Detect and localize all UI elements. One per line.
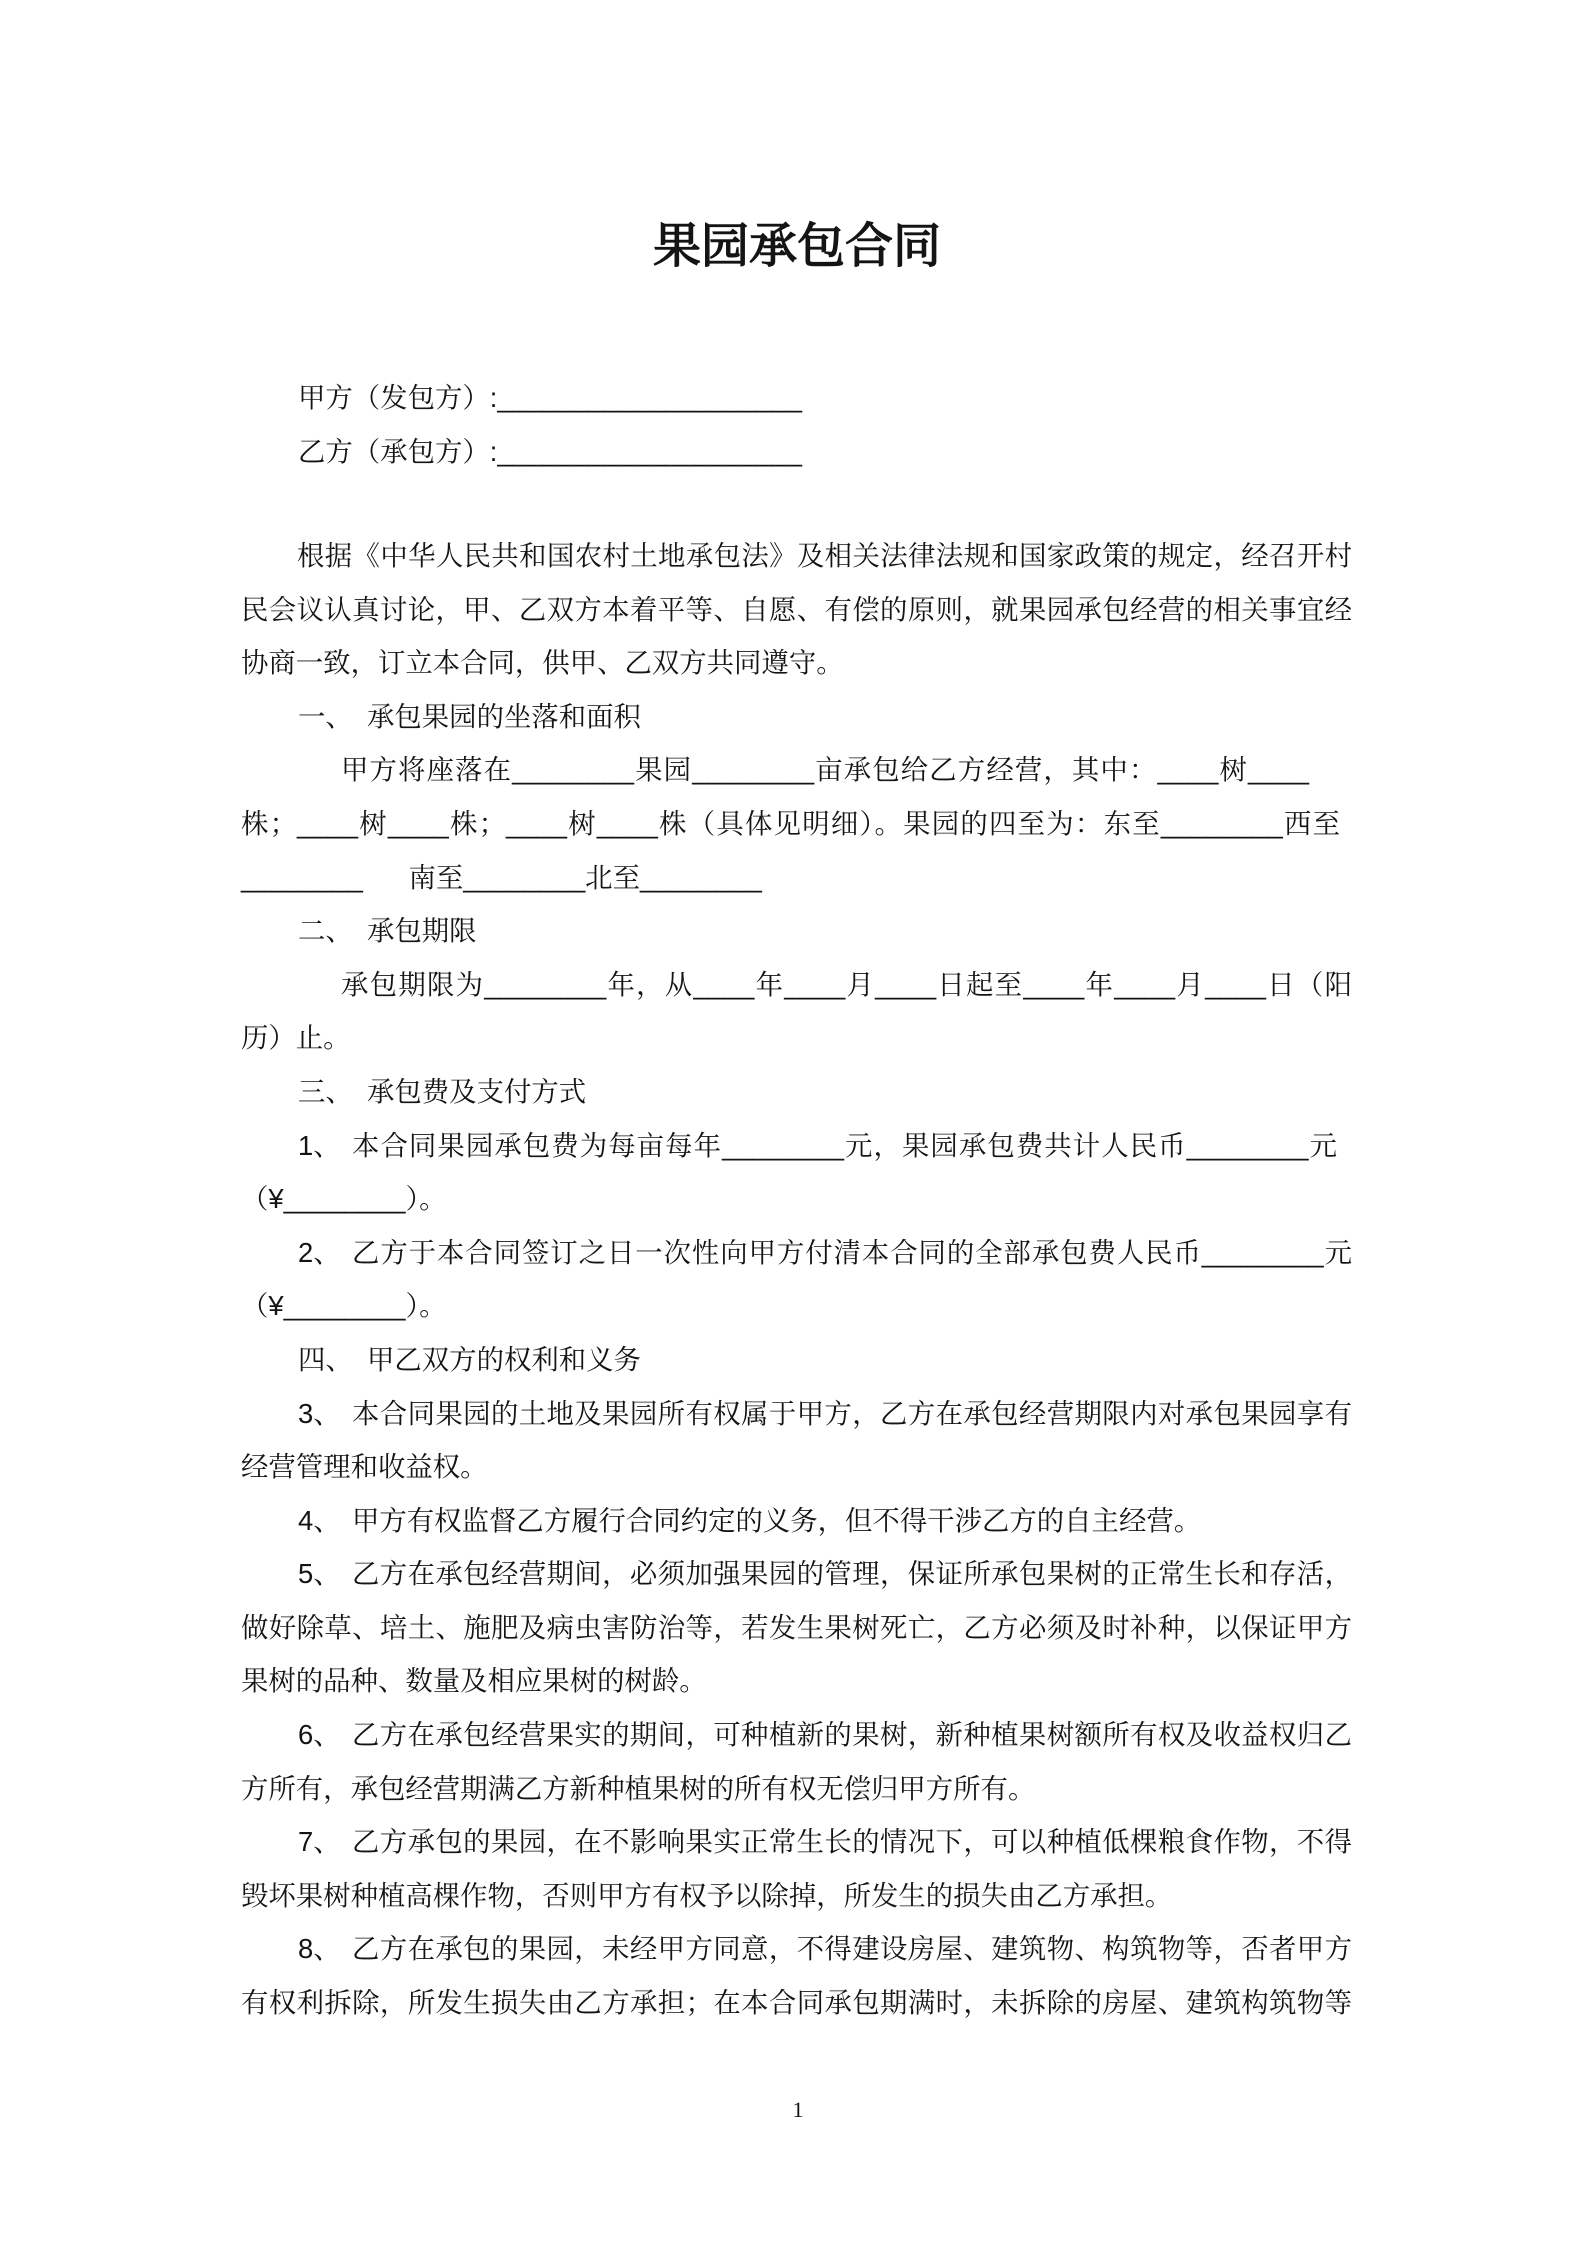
section-heading [241,904,1352,958]
clause-line [241,1547,1352,1601]
clause-number: 8、 [298,1933,341,1965]
section-line: 甲方将座落在________果园________亩承包给乙方经营，其中：____树____ [341,754,1309,786]
parties-block [298,371,802,478]
intro-line: 协商一致，订立本合同，供甲、乙双方共同遵守。 [241,647,844,679]
section-heading [241,690,1352,744]
intro-line: 民会议认真讨论，甲、乙双方本着平等、自愿、有偿的原则，就果园承包经营的相关事宜经 [241,593,1352,625]
clause-number: 6、 [298,1719,341,1751]
section-number: 一、 [298,700,353,732]
section-line: ________ 南至________北至________ [241,861,762,893]
section-heading [241,1065,1352,1119]
clause-line [241,1922,1352,1976]
clause-number: 7、 [298,1826,341,1858]
clause-text: 乙方在承包经营期间，必须加强果园的管理，保证所承包果树的正常生长和存活， [352,1558,1352,1590]
clause-line: 有权利拆除，所发生损失由乙方承担；在本合同承包期满时，未拆除的房屋、建筑构筑物等 [241,1987,1352,2019]
clause-line [241,1119,1352,1173]
clause-text: 乙方承包的果园，在不影响果实正常生长的情况下，可以种植低棵粮食作物，不得 [352,1826,1352,1858]
clause-line [241,1708,1352,1762]
section-line: 株；____树____株；____树____株（具体见明细）。果园的四至为：东至________西至 [241,807,1340,839]
contract-body [241,529,1352,2030]
section-heading-text: 承包果园的坐落和面积 [367,700,641,732]
section-number: 四、 [298,1343,353,1375]
clause-line: 果树的品种、数量及相应果树的树龄。 [241,1665,707,1697]
page-number: 1 [792,2097,804,2122]
clause-line: （¥________）。 [241,1183,447,1215]
section-number: 二、 [298,915,353,947]
section-number: 三、 [298,1075,353,1107]
clause-number: 5、 [298,1558,341,1590]
clause-number: 2、 [298,1236,341,1268]
clause-text: 乙方于本合同签订之日一次性向甲方付清本合同的全部承包费人民币________元 [352,1236,1352,1268]
clause-text: 本合同果园承包费为每亩每年________元，果园承包费共计人民币________元 [352,1129,1337,1161]
clause-text: 乙方在承包经营果实的期间，可种植新的果树，新种植果树额所有权及收益权归乙 [352,1719,1352,1751]
clause-line [241,1815,1352,1869]
clause-number: 1、 [298,1129,341,1161]
section-heading-text: 甲乙双方的权利和义务 [367,1343,641,1375]
clause-line [241,1226,1352,1280]
clause-text: 本合同果园的土地及果园所有权属于甲方，乙方在承包经营期限内对承包果园享有 [352,1397,1352,1429]
party-b-blank: ____________________ [497,435,803,467]
party-a-label: 甲方（发包方）: [298,382,498,413]
clause-line [241,1494,1352,1548]
section-line: 历）止。 [241,1022,351,1054]
clause-text: 乙方在承包的果园，未经甲方同意，不得建设房屋、建筑物、构筑物等，否者甲方 [352,1933,1352,1965]
clause-number: 3、 [298,1397,341,1429]
clause-line: 经营管理和收益权。 [241,1451,488,1483]
clause-text: 甲方有权监督乙方履行合同约定的义务，但不得干涉乙方的自主经营。 [352,1504,1202,1536]
section-heading-text: 承包费及支付方式 [367,1075,587,1107]
clause-number: 4、 [298,1504,341,1536]
clause-line: 毁坏果树种植高棵作物，否则甲方有权予以除掉，所发生的损失由乙方承担。 [241,1879,1173,1911]
clause-line [241,1387,1352,1441]
party-a-blank: ____________________ [497,382,803,413]
clause-line: （¥________）。 [241,1290,447,1322]
section-line: 承包期限为________年，从____年____月____日起至____年____月____日（阳 [341,968,1352,1000]
document-title: 果园承包合同 [652,220,941,273]
party-b-label: 乙方（承包方）: [298,435,498,467]
clause-line: 做好除草、培土、施肥及病虫害防治等，若发生果树死亡，乙方必须及时补种，以保证甲方 [241,1611,1352,1643]
clause-line: 方所有，承包经营期满乙方新种植果树的所有权无偿归甲方所有。 [241,1772,1036,1804]
intro-line: 根据《中华人民共和国农村土地承包法》及相关法律法规和国家政策的规定，经召开村 [297,540,1352,571]
party-b-line [298,425,802,479]
section-heading [241,1333,1352,1387]
section-heading-text: 承包期限 [367,915,477,947]
party-a-line [298,371,802,425]
